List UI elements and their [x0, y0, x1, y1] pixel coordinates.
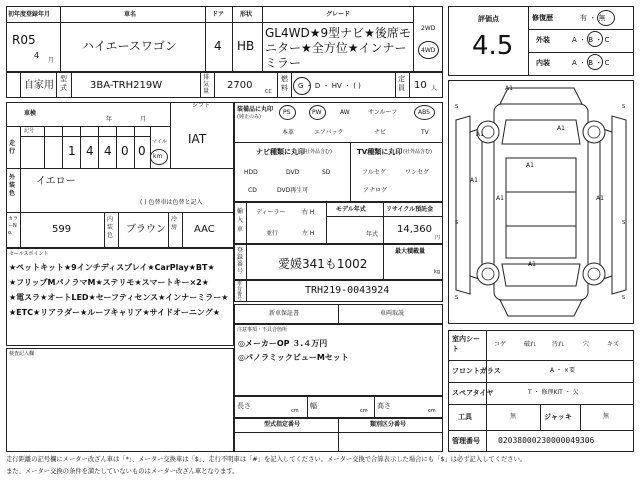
- mileage-label: 走行: [9, 140, 16, 155]
- overall-score: 4.5: [472, 31, 514, 61]
- import-dealer: ディーラー: [256, 209, 286, 216]
- jack-value: 無: [603, 413, 610, 420]
- seat-item: 汚れ: [552, 341, 565, 348]
- sales-point-line: ★ETC★リアラダー★ルーフキャリア★サイドオーニング★: [9, 308, 220, 317]
- navi-cd: CD: [248, 187, 257, 194]
- interior-color: ブラウン: [126, 224, 166, 235]
- mileage-digit: 4: [104, 144, 112, 158]
- import-parallel: 並行: [266, 230, 279, 237]
- capacity: 10: [414, 80, 427, 91]
- sales-point-line: ★ペットキット★9インチディスプレイ★CarPlay★BT★: [9, 263, 215, 272]
- inspection-label: 車検: [24, 110, 37, 117]
- damage-mark: A1: [476, 131, 484, 138]
- vehicle-manual: 車両取説: [380, 310, 405, 317]
- model-label: 型式: [60, 75, 67, 92]
- seat-item: コゲ: [494, 341, 507, 348]
- shift-label: シフト: [192, 102, 211, 109]
- tv-title-note: (社外品含む): [403, 149, 432, 155]
- sales-points-label: セールスポイント: [9, 251, 49, 257]
- class-number-label: 類別区分番号: [370, 421, 407, 428]
- shift-value: IAT: [188, 132, 207, 146]
- color-no-label: カラーNo.: [8, 216, 19, 236]
- exterior-grade-options: A ・ B ・ C: [572, 36, 610, 44]
- fuel-label: 燃料: [281, 75, 288, 92]
- spare-label: スペアタイヤ: [452, 389, 494, 397]
- height-label: 高さ: [377, 402, 391, 410]
- navi-dvd-playback: DVD再生可: [277, 187, 309, 194]
- tools-value: 無: [510, 413, 517, 420]
- score-title: 評価点: [478, 15, 499, 23]
- reg-year: R05: [12, 33, 36, 47]
- notes-line: ◎メーカーOP ３.４万円: [238, 339, 328, 348]
- equip-aw: AW: [340, 109, 350, 116]
- spare-value: T ・ 修理KIT ・ 欠: [528, 389, 579, 396]
- equip-sunroof: サンルーフ: [368, 109, 398, 116]
- length-label: 長さ: [237, 402, 251, 410]
- inspection-year: 年: [106, 116, 113, 123]
- seat-item: キズ: [607, 341, 619, 348]
- car-body-diagram: [448, 80, 634, 324]
- month-unit: 月: [48, 57, 55, 64]
- notes-line: ◎パノラミックビューMセット: [238, 353, 349, 362]
- recycle-value: 14,360: [397, 224, 432, 235]
- corner-mark: S: [622, 220, 626, 226]
- sales-point-line: ★フリップMパノラマM★ステリモ★スマートキー×2★: [9, 278, 209, 287]
- displacement: 2700: [227, 80, 253, 91]
- equip-pw: PW: [312, 109, 322, 116]
- damage-mark: A1: [528, 261, 536, 268]
- doors: 4: [214, 39, 222, 53]
- equip-leather: 本革: [282, 129, 295, 136]
- navi-title: ナビ種類に丸印: [256, 148, 305, 156]
- grade-text: GL4WD★9型ナビ★後席モニター★全方位★インナーミラー: [265, 26, 411, 70]
- mileage-digit: 0: [138, 144, 146, 158]
- warranty-book: 新車保証書: [269, 310, 300, 317]
- inspector-block: [6, 348, 234, 452]
- damage-mark: A1: [557, 125, 565, 132]
- damage-mark: A1: [505, 85, 513, 92]
- damage-mark: A1: [526, 162, 534, 169]
- seat-label: 室内シート: [452, 335, 480, 353]
- footer-note-1: 走行距離の記号欄にメーター改ざん車は「*」、メーター交換車は「$」、走行不明車は「#」を記入してください。メーター交換で合算表示した場合にも「$」は必ず記入してください。: [6, 456, 527, 463]
- mileage-digit: 4: [86, 144, 94, 158]
- corner-mark: S: [455, 104, 459, 110]
- interior-grade-label: 内装: [536, 59, 550, 67]
- sales-point-line: ★電スラ★オートLED★セーフティセンス★インナーミラー★: [9, 293, 229, 302]
- plate-label: 登録番号: [237, 247, 244, 275]
- mileage-unit-mile: マイル: [152, 139, 167, 145]
- jack-label: ジャッキ: [544, 413, 572, 421]
- repair-options: 有 ・ 無: [580, 14, 606, 22]
- recycle-yen: 円: [435, 235, 441, 241]
- import-label: 輸入車: [237, 208, 244, 233]
- plate-number: 愛媛341も1002: [278, 257, 368, 271]
- type-designation-label: 型式指定番号: [264, 421, 301, 428]
- width-unit: cm: [360, 408, 368, 414]
- notes-label: 注意事項・不具合箇所: [237, 327, 288, 333]
- equip-ps: PS: [283, 109, 291, 116]
- ac-value: AAC: [194, 224, 215, 235]
- interior-color-label: 内装色: [107, 216, 114, 239]
- equip-tv: TV: [421, 129, 429, 136]
- use-type: 自家用: [24, 80, 54, 91]
- capacity-label: 定員: [398, 75, 405, 92]
- name-label: 車名: [124, 11, 137, 18]
- navi-sd: SD: [322, 169, 331, 176]
- equipment-subtitle: (純正のみ): [237, 114, 261, 120]
- damage-mark: A1: [470, 177, 478, 184]
- glass-value: A ・ ×要: [550, 367, 575, 374]
- car-name: ハイエースワゴン: [82, 39, 177, 53]
- navi-hdd: HDD: [244, 169, 258, 176]
- corner-mark: S: [622, 104, 626, 110]
- inspector-label: 検査記入欄: [9, 351, 35, 357]
- repair-label: 修復歴: [532, 14, 553, 22]
- displacement-label: 排気量: [203, 74, 210, 95]
- color-no: 599: [52, 224, 72, 235]
- import-right-h: 右 H: [302, 209, 315, 216]
- tv-analog: アナログ: [363, 187, 388, 194]
- mileage-digit: 0: [121, 144, 129, 158]
- mileage-note: 記号: [24, 128, 35, 134]
- interior-grade-options: A ・ B ・ C: [572, 59, 610, 67]
- navi-dvd: DVD: [286, 169, 300, 176]
- footer-note-2: また、メーター交換の条件を満たしていないものはメーター改ざん車となります。: [6, 468, 239, 475]
- damage-mark: A1: [596, 195, 604, 202]
- tools-label: 工具: [458, 413, 472, 421]
- doors-label: ドア: [212, 11, 224, 18]
- ac-label: 冷房: [171, 216, 178, 231]
- equip-abs: ABS: [418, 109, 430, 116]
- equip-airbag: エアバック: [314, 129, 344, 136]
- capacity-unit: 人: [431, 85, 438, 92]
- color-change-note: ( ) 色替車は色替と記入: [140, 199, 203, 206]
- chassis-label: 車台番号: [237, 281, 243, 302]
- model: 3BA-TRH219W: [90, 80, 163, 91]
- corner-mark: S: [455, 220, 459, 226]
- dimensions-block: [234, 396, 443, 418]
- exterior-color: イエロー: [36, 176, 76, 187]
- width-label: 幅: [310, 402, 317, 410]
- corner-mark: S: [622, 295, 626, 301]
- equip-navi: ナビ: [374, 129, 387, 136]
- corner-mark: S: [455, 295, 459, 301]
- mgmt-number: 02038000230000049306: [498, 436, 595, 445]
- model-year-label: モデル年式: [336, 206, 366, 213]
- grade-label: グレード: [326, 11, 351, 18]
- equipment-title: 装備品に丸印: [237, 106, 274, 113]
- max-load-unit: kg: [434, 269, 441, 275]
- navi-title-note: (社外品含む): [303, 149, 332, 155]
- import-left-h: 左 H: [302, 230, 315, 237]
- tv-fullseg: フルセグ: [362, 169, 386, 176]
- exterior-grade-label: 外装: [536, 36, 550, 44]
- shape-label: 形状: [240, 11, 253, 18]
- exterior-color-label: 外装色: [9, 174, 16, 197]
- glass-label: フロントガラス: [452, 367, 501, 375]
- drive-4wd: 4WD: [421, 47, 436, 54]
- tv-title: TV種類に丸印: [357, 148, 403, 156]
- shape: HB: [237, 39, 255, 53]
- seat-item: 破れ: [524, 341, 537, 348]
- height-unit: cm: [428, 408, 436, 414]
- seat-item: 穴: [583, 341, 590, 348]
- damage-mark: A1: [496, 195, 504, 202]
- model-year-unit: 年式: [366, 231, 379, 238]
- mileage-digit: 1: [68, 144, 76, 158]
- tv-oneseg: ワンセグ: [405, 169, 430, 176]
- reg-month: 4: [34, 51, 40, 60]
- chassis-number: TRH219-0043924: [305, 285, 390, 296]
- cc-unit: CC: [265, 89, 272, 95]
- mileage-unit-km: km: [153, 153, 163, 160]
- mgmt-label: 管理番号: [452, 437, 480, 445]
- reg-year-label: 初年度登録年月: [8, 11, 51, 18]
- max-load-label: 最大積載量: [395, 248, 426, 255]
- recycle-label: リサイクル預託金: [386, 206, 434, 213]
- inspection-month: 月: [140, 116, 147, 123]
- drive-2wd: 2WD: [421, 25, 436, 32]
- fuel-options: G ・ D ・ HV ・ ( ): [298, 82, 361, 90]
- length-unit: cm: [291, 408, 299, 414]
